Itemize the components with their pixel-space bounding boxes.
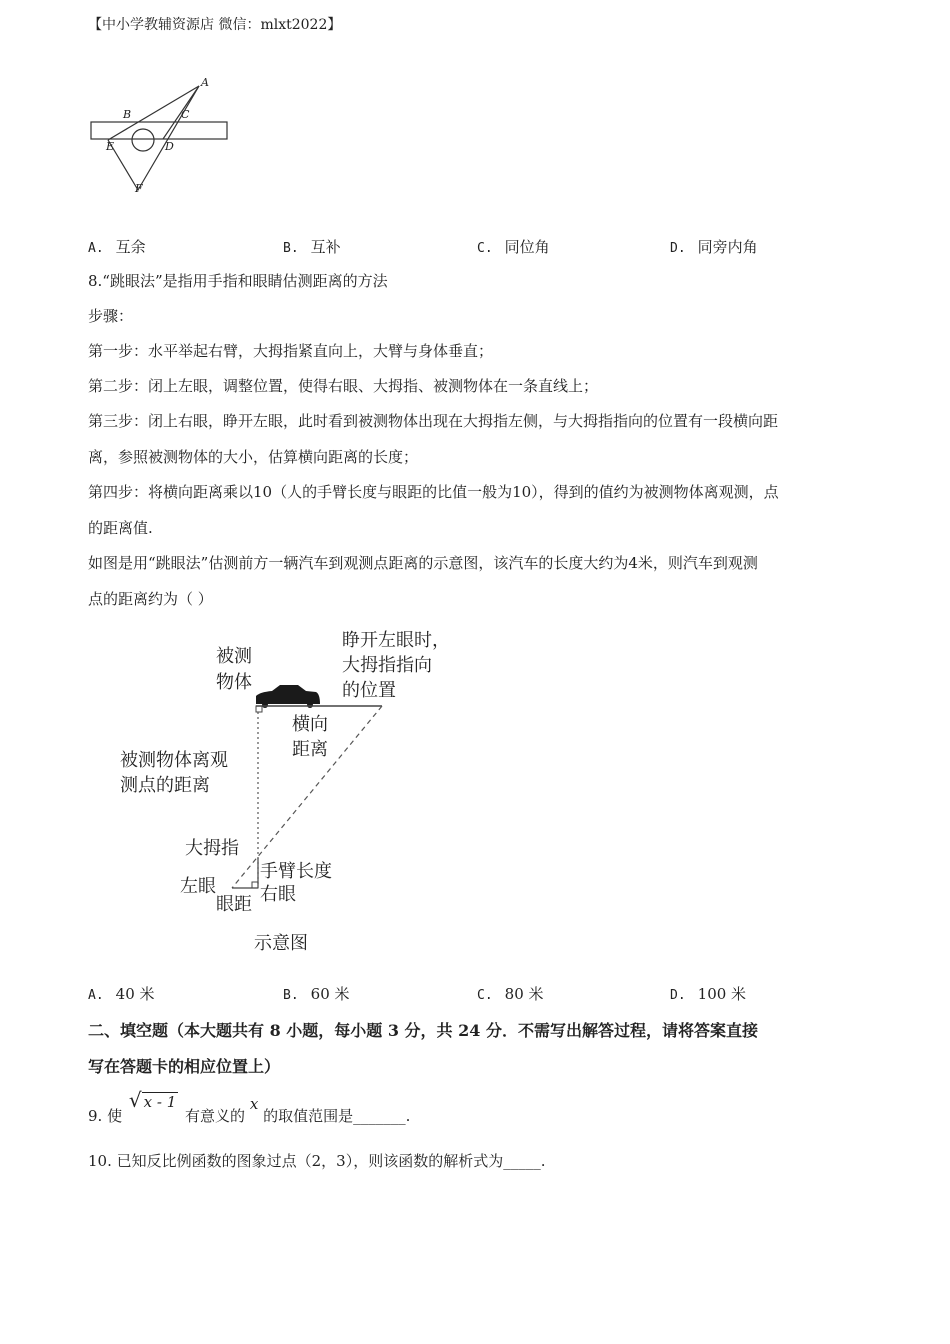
hole-circle <box>132 129 154 151</box>
label-left-eye: 左眼 <box>180 876 216 897</box>
q9-question <box>88 1090 410 1130</box>
right-angle-mark-top <box>256 706 262 712</box>
q8-description-line2: 点的距离约为（ ） <box>88 590 213 608</box>
label-caption: 示意图 <box>254 933 308 954</box>
q8-steps-label: 步骤： <box>88 307 134 325</box>
q7-option-c[interactable]: C. 同位角 <box>477 238 550 256</box>
q8-step2: 第二步：闭上左眼，调整位置，使得右眼、大拇指、被测物体在一条直线上； <box>88 377 599 395</box>
q7-option-d[interactable]: D. 同旁内角 <box>670 238 758 256</box>
label-E: E <box>106 140 115 153</box>
q10-question: 10. 已知反比例函数的图象过点（2，3），则该函数的解析式为_____. <box>88 1152 546 1170</box>
q8-schematic-figure <box>110 618 490 963</box>
label-lateral-1: 横向 <box>292 714 328 735</box>
q8-step3-line2: 离，参照被测物体的大小，估算横向距离的长度； <box>88 448 419 466</box>
q8-option-c[interactable]: C. 80 米 <box>477 985 544 1003</box>
label-object-2: 物体 <box>216 672 252 693</box>
q9-middle: 有意义的 <box>185 1107 246 1125</box>
car-icon <box>256 685 320 708</box>
label-distance-1: 被测物体离观 <box>120 750 228 771</box>
right-angle-mark-bottom <box>252 882 258 888</box>
label-right-eye: 右眼 <box>260 884 296 905</box>
q9-variable: x <box>249 1095 259 1113</box>
label-thumb: 大拇指 <box>185 838 239 859</box>
label-lateral-2: 距离 <box>292 739 328 760</box>
q8-step4-line1: 第四步：将横向距离乘以10（人的手臂长度与眼距的比值一般为10），得到的值约为被测物体离观测，点 <box>88 483 779 501</box>
q9-prefix: 9. 使 <box>88 1107 123 1125</box>
label-arm-length: 手臂长度 <box>260 861 332 882</box>
q8-step4-line2: 的距离值. <box>88 519 153 537</box>
sqrt-icon: √ <box>128 1088 142 1112</box>
q9-sqrt-expression <box>129 1090 178 1112</box>
q9-radicand: x - 1 <box>143 1093 177 1111</box>
q8-description-line1: 如图是用“跳眼法”估测前方一辆汽车到观测点距离的示意图，该汽车的长度大约为4米，则汽车到观测 <box>88 554 758 572</box>
q9-suffix: 的取值范围是_______. <box>263 1107 411 1125</box>
label-F: F <box>135 182 143 195</box>
label-open-eye-3: 的位置 <box>342 680 396 701</box>
q8-step1: 第一步：水平举起右臂，大拇指紧直向上，大臂与身体垂直； <box>88 342 494 360</box>
q7-option-a[interactable]: A. 互余 <box>88 238 146 256</box>
label-eye-distance: 眼距 <box>216 894 252 915</box>
label-A: A <box>201 76 209 89</box>
label-distance-2: 测点的距离 <box>120 775 210 796</box>
label-open-eye-2: 大拇指指向 <box>342 655 432 676</box>
q8-title: 8.“跳眼法”是指用手指和眼睛估测距离的方法 <box>88 272 388 290</box>
ruler-strip <box>91 122 227 139</box>
q8-step3-line1: 第三步：闭上右眼，睁开左眼，此时看到被测物体出现在大拇指左侧，与大拇指指向的位置有一段横向距 <box>88 412 779 430</box>
label-object-1: 被测 <box>216 646 252 667</box>
q8-option-d[interactable]: D. 100 米 <box>670 985 747 1003</box>
label-open-eye-1: 睁开左眼时， <box>342 630 450 651</box>
header-banner: 【中小学教辅资源店 微信：mlxt2022】 <box>88 17 342 33</box>
q7-option-b[interactable]: B. 互补 <box>283 238 341 256</box>
label-D: D <box>165 140 174 153</box>
label-C: C <box>181 108 190 121</box>
section2-title-line1: 二、填空题（本大题共有 8 小题，每小题 3 分，共 24 分．不需写出解答过程，请将答案直接 <box>88 1021 758 1040</box>
q8-option-a[interactable]: A. 40 米 <box>88 985 155 1003</box>
q8-option-b[interactable]: B. 60 米 <box>283 985 350 1003</box>
section2-title-line2: 写在答题卡的相应位置上） <box>88 1057 281 1076</box>
q7-geometry-figure <box>88 72 238 197</box>
label-B: B <box>123 108 132 121</box>
